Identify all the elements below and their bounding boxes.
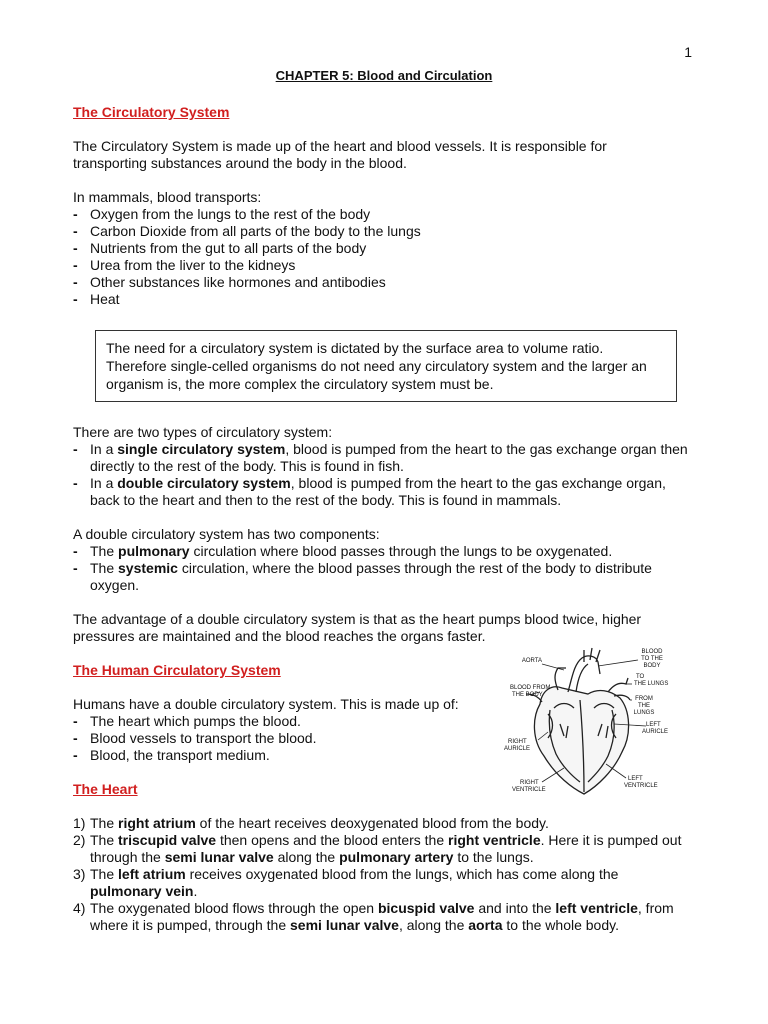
list-item: - Nutrients from the gut to all parts of the body	[73, 240, 367, 256]
human-intro: Humans have a double circulatory system. This is made up of:	[73, 696, 459, 712]
list-item: - Blood vessels to transport the blood.	[73, 730, 317, 746]
label-aorta: AORTA	[521, 658, 542, 664]
intro-paragraph: The Circulatory System is made up of the heart and blood vessels. It is responsible for transporting substances around the body in the blood.	[73, 138, 607, 171]
transports-intro: In mammals, blood transports:	[73, 189, 262, 205]
svg-text:BODY: BODY	[643, 663, 661, 669]
heart-steps-list	[73, 815, 693, 934]
svg-text:AURICLE: AURICLE	[642, 729, 669, 735]
svg-text:VENTRICLE: VENTRICLE	[624, 783, 658, 789]
svg-text:LUNGS: LUNGS	[633, 710, 655, 716]
list-item: 1) The right atrium of the heart receives deoxygenated blood from the body.	[73, 815, 549, 831]
label-from-lungs: FROM	[635, 696, 653, 702]
label-right-auricle: RIGHT	[508, 739, 527, 745]
label-blood-from-body: BLOOD FROM	[510, 685, 551, 691]
list-item: - In a single circulatory system, blood is pumped from the heart to the gas exchange organ then directly to the rest of the body. This is found in fish.	[73, 441, 688, 474]
list-item: - Carbon Dioxide from all parts of the body to the lungs	[73, 223, 421, 239]
label-to-lungs: TO	[636, 674, 645, 680]
chapter-title: CHAPTER 5: Blood and Circulation	[275, 68, 493, 83]
document-body	[73, 104, 693, 934]
list-item: 3) The left atrium receives oxygenated blood from the lungs, which has come along the pulmonary vein.	[73, 866, 619, 899]
label-blood-to-body: BLOOD	[641, 649, 663, 655]
list-item: - Urea from the liver to the kidneys	[73, 257, 296, 273]
svg-text:VENTRICLE: VENTRICLE	[512, 787, 546, 793]
advantage-paragraph: The advantage of a double circulatory system is that as the heart pumps blood twice, higher pressures are maintained and the blood reaches the organs faster.	[73, 611, 642, 644]
section-heading-circulatory-system: The Circulatory System	[73, 104, 230, 120]
list-item: - Oxygen from the lungs to the rest of the body	[73, 206, 371, 222]
label-left-auricle: LEFT	[646, 722, 661, 728]
svg-text:THE BODY: THE BODY	[512, 692, 543, 698]
list-item: - Heat	[73, 291, 120, 307]
list-item: - The systemic circulation, where the blood passes through the rest of the body to distribute oxygen.	[73, 560, 652, 593]
list-item: - The pulmonary circulation where blood passes through the lungs to be oxygenated.	[73, 543, 613, 559]
note-text: The need for a circulatory system is dictated by the surface area to volume ratio. Therefore single-celled organisms do not need any circulatory system and the larger an organism is, the more complex the circulatory system must be.	[106, 340, 647, 392]
heart-diagram-image	[502, 644, 672, 796]
svg-text:TO THE: TO THE	[641, 656, 663, 662]
list-item: - Blood, the transport medium.	[73, 747, 270, 763]
list-item: 4) The oxygenated blood flows through the open bicuspid valve and into the left ventricle, from where it is pumped, through the semi lunar valve, along the aorta to the whole body.	[73, 900, 674, 933]
svg-text:THE LUNGS: THE LUNGS	[634, 681, 669, 687]
types-intro: There are two types of circulatory system:	[73, 424, 333, 440]
list-item: - The heart which pumps the blood.	[73, 713, 301, 729]
transports-list	[73, 206, 693, 308]
label-right-ventricle: RIGHT	[520, 780, 539, 786]
list-item: - In a double circulatory system, blood is pumped from the heart to the gas exchange organ, back to the heart and then to the rest of the body. This is found in mammals.	[73, 475, 666, 508]
note-box	[95, 330, 677, 402]
components-intro: A double circulatory system has two components:	[73, 526, 380, 542]
svg-text:THE: THE	[638, 703, 650, 709]
list-item: - Other substances like hormones and antibodies	[73, 274, 386, 290]
section-heading-human-circulatory: The Human Circulatory System	[73, 662, 281, 678]
page-number: 1	[684, 44, 692, 60]
list-item: 2) The triscupid valve then opens and the blood enters the right ventricle. Here it is pumped out through the semi lunar valve along the pulmonary artery to the lungs.	[73, 832, 682, 865]
section-heading-heart: The Heart	[73, 781, 138, 797]
label-left-ventricle: LEFT	[628, 776, 643, 782]
svg-text:AURICLE: AURICLE	[504, 746, 531, 752]
